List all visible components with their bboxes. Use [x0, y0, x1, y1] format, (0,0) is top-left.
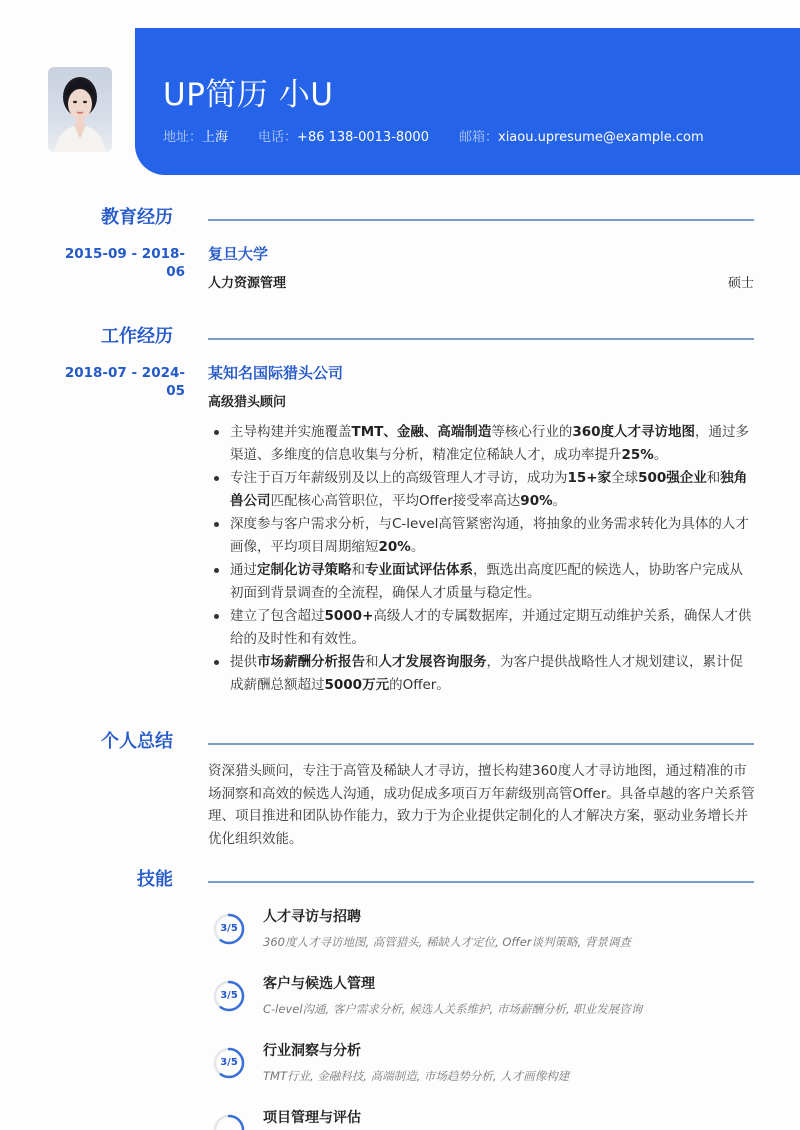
section-title-work: 工作经历 [101, 326, 173, 347]
skill-tags: C-level沟通, 客户需求分析, 候选人关系维护, 市场薪酬分析, 职业发展咨询 [263, 1002, 643, 1016]
responsibility-item: 深度参与客户需求分析，与C-level高管紧密沟通，将抽象的业务需求转化为具体的人才画像，平均项目周期缩短20%。 [208, 513, 756, 558]
contact-value: +86 138-0013-8000 [297, 130, 429, 145]
contact-value: 上海 [202, 130, 229, 145]
section-divider [208, 743, 754, 745]
contact-label: 邮箱： [458, 130, 498, 145]
responsibility-item: 提供市场薪酬分析报告和人才发展咨询服务，为客户提供战略性人才规划建议，累计促成薪酬总额超过5000万元的Offer。 [208, 651, 756, 696]
skill-level: 3/5 [220, 990, 238, 1001]
section-divider [208, 881, 754, 883]
skill-item [213, 909, 753, 969]
contact-phone [258, 129, 429, 147]
contact-email [459, 129, 704, 147]
work-date: 2018-07 - 2024-05 [64, 365, 185, 399]
section-title-summary: 个人总结 [101, 731, 173, 752]
responsibility-item: 建立了包含超过5000+高级人才的专属数据库，并通过定期互动维护关系，确保人才供给的及时性和有效性。 [208, 605, 756, 650]
responsibility-item: 专注于百万年薪级别及以上的高级管理人才寻访，成功为15+家全球500强企业和独角兽公司匹配核心高管职位，平均Offer接受率高达90%。 [208, 467, 756, 512]
skill-item [213, 976, 753, 1036]
section-title-education: 教育经历 [101, 207, 173, 228]
job-position: 高级猎头顾问 [208, 395, 287, 410]
section-divider [208, 219, 754, 221]
avatar [48, 67, 112, 152]
responsibility-item: 主导构建并实施覆盖TMT、金融、高端制造等核心行业的360度人才寻访地图，通过多渠道、多维度的信息收集与分析，精准定位稀缺人才，成功率提升25%。 [208, 421, 756, 466]
responsibility-item: 通过定制化访寻策略和专业面试评估体系，甄选出高度匹配的候选人，协助客户完成从初面到背景调查的全流程，确保人才质量与稳定性。 [208, 559, 756, 604]
contact-label: 地址： [163, 130, 203, 145]
skill-name: 人才寻访与招聘 [263, 909, 361, 925]
degree: 硕士 [727, 276, 754, 291]
skill-item [213, 1110, 753, 1130]
skill-tags: TMT行业, 金融科技, 高端制造, 市场趋势分析, 人才画像构建 [263, 1069, 570, 1083]
responsibility-list [208, 421, 756, 697]
contact-value: xiaou.upresume@example.com [498, 130, 704, 145]
candidate-name: UP简历 小U [163, 77, 334, 113]
school-name: 复旦大学 [208, 245, 269, 263]
skill-level [213, 1114, 245, 1130]
skill-tags: 360度人才寻访地图, 高管猎头, 稀缺人才定位, Offer谈判策略, 背景调查 [263, 935, 631, 949]
section-title-skills: 技能 [137, 869, 173, 890]
education-date: 2015-09 - 2018-06 [64, 246, 185, 280]
contact-address [163, 129, 228, 147]
contact-info [163, 129, 734, 147]
skill-name: 项目管理与评估 [263, 1110, 361, 1126]
profile-photo-icon [48, 67, 112, 152]
skill-level: 3/5 [220, 1057, 238, 1068]
skill-name: 客户与候选人管理 [263, 976, 375, 992]
section-divider [208, 338, 754, 340]
skill-name: 行业洞察与分析 [263, 1043, 361, 1059]
major: 人力资源管理 [208, 276, 287, 291]
skill-item [213, 1043, 753, 1103]
skill-level: 3/5 [220, 923, 238, 934]
company-name: 某知名国际猎头公司 [208, 364, 344, 382]
summary-text: 资深猎头顾问，专注于高管及稀缺人才寻访，擅长构建360度人才寻访地图，通过精准的市场洞察和高效的候选人沟通，成功促成多项百万年薪级别高管Offer。具备卓越的客户关系管理、项目推进和团队协作能力，致力于为企业提供定制化的人才解决方案，驱动业务增长并优化组织效能。 [208, 763, 755, 847]
contact-label: 电话： [258, 130, 298, 145]
